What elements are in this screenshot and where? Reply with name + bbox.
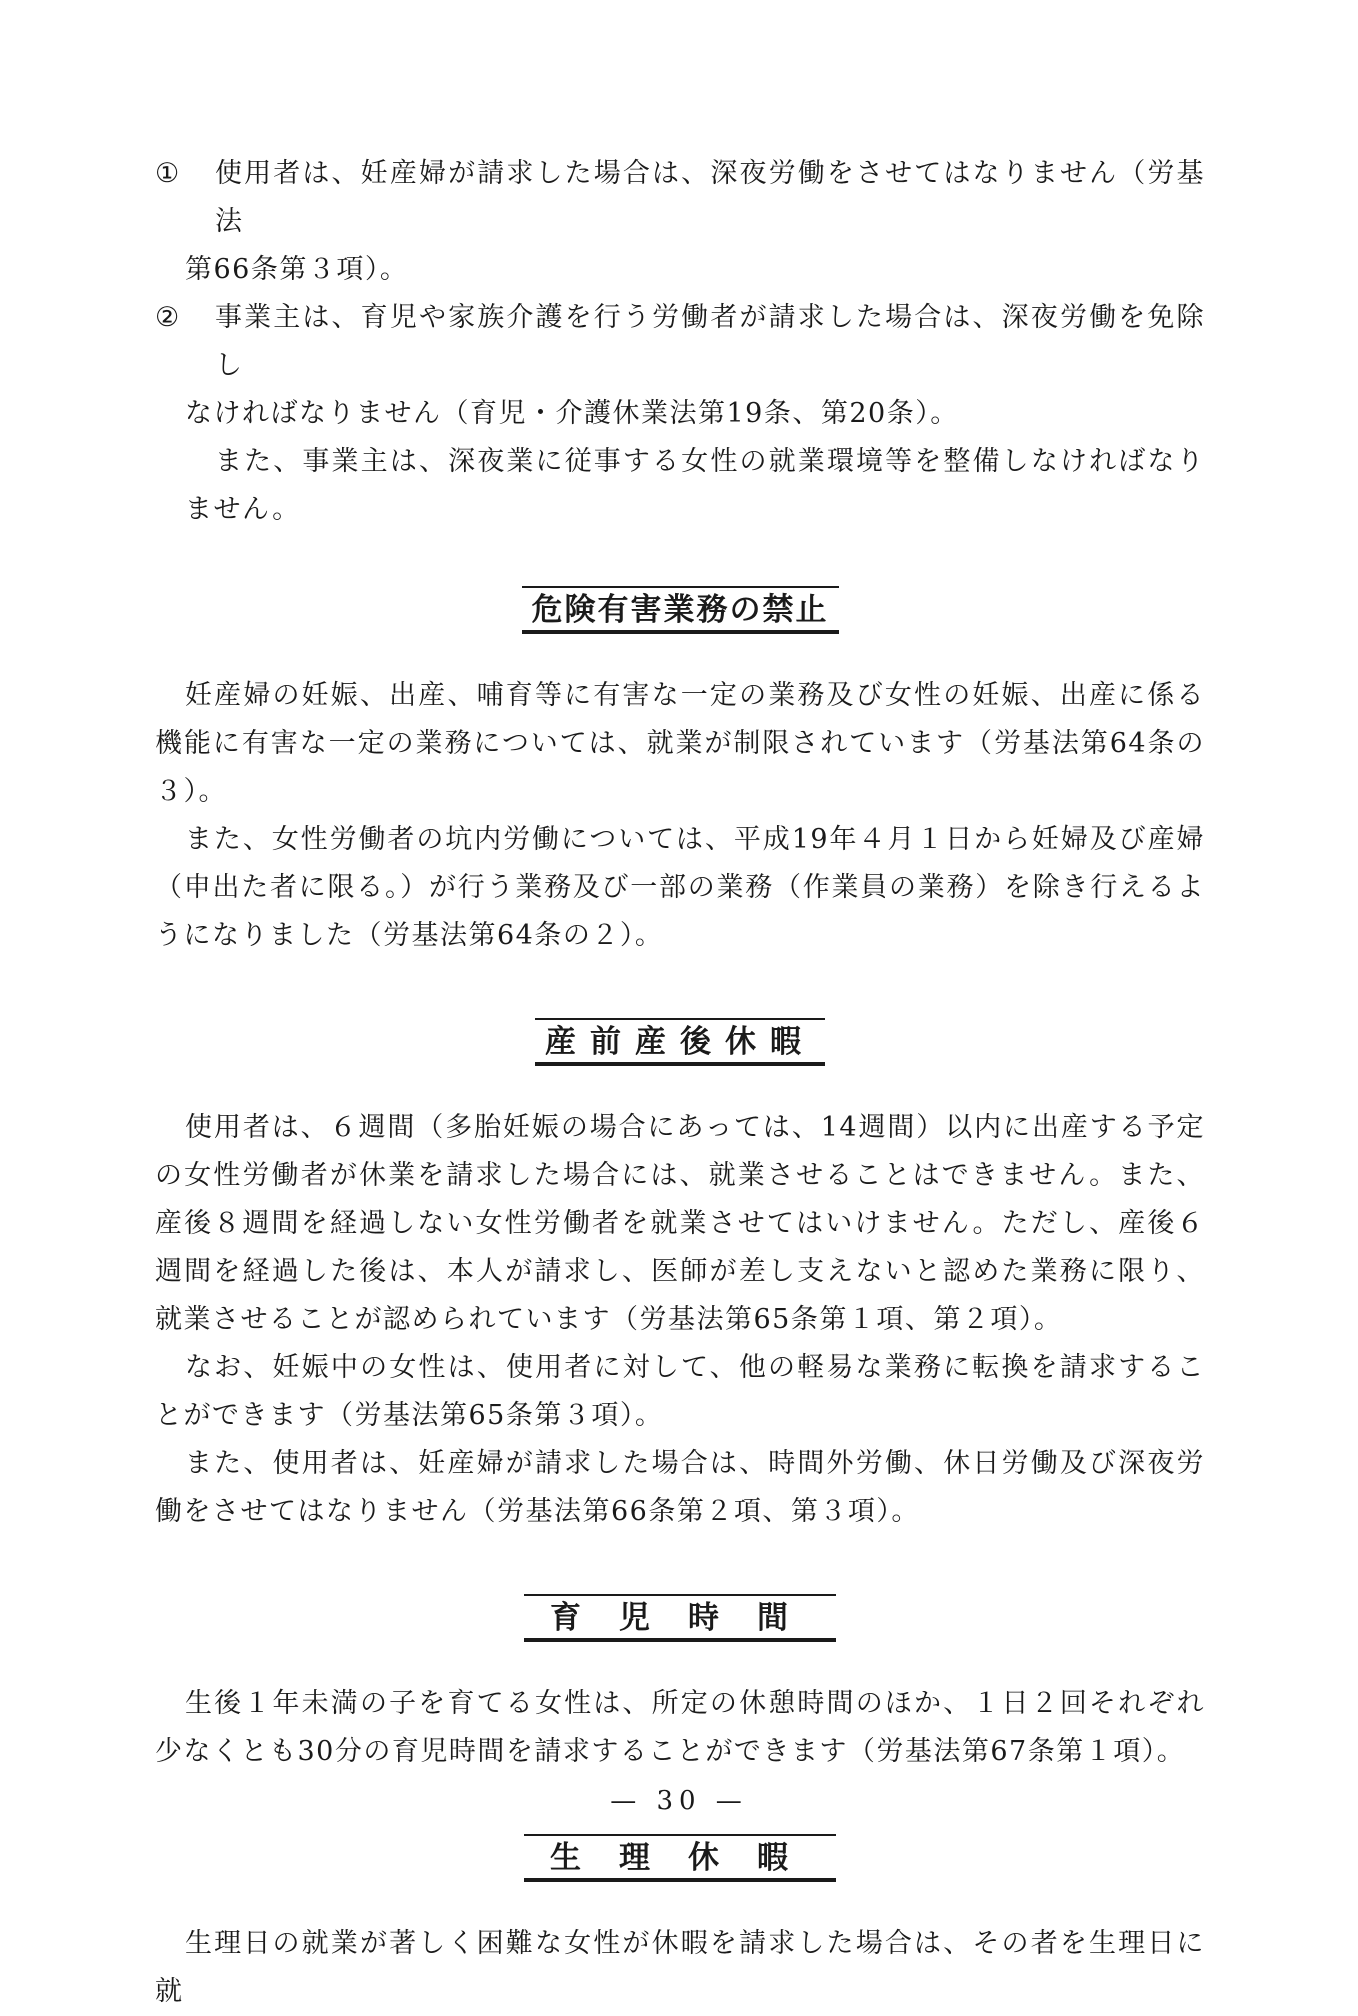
list-text-line: 事業主は、育児や家族介護を行う労働者が請求した場合は、深夜労働を免除し bbox=[215, 302, 1205, 381]
section-heading: 生理休暇 bbox=[524, 1834, 836, 1882]
page-number: — 30 — bbox=[610, 1786, 748, 1816]
list-text-line: 第66条第３項）。 bbox=[185, 254, 409, 285]
list-item-1 bbox=[155, 150, 1205, 294]
body-paragraph: 生後１年未満の子を育てる女性は、所定の休憩時間のほか、１日２回それぞれ少なくとも30分の育児時間を請求することができます（労基法第67条第１項）。 bbox=[155, 1688, 1205, 1767]
body-paragraph: なお、妊娠中の女性は、使用者に対して、他の軽易な業務に転換を請求することができます（労基法第65条第３項）。 bbox=[155, 1352, 1205, 1431]
list-text-line: 使用者は、妊産婦が請求した場合は、深夜労働をさせてはなりません（労基法 bbox=[215, 158, 1205, 237]
list-number: ① bbox=[155, 158, 181, 189]
body-paragraph: また、女性労働者の坑内労働については、平成19年４月１日から妊婦及び産婦（申出た者に限る。）が行う業務及び一部の業務（作業員の業務）を除き行えるようになりました（労基法第64条の２）。 bbox=[155, 824, 1205, 951]
body-paragraph: また、使用者は、妊産婦が請求した場合は、時間外労働、休日労働及び深夜労働をさせてはなりません（労基法第66条第２項、第３項）。 bbox=[155, 1448, 1205, 1527]
section-heading-wrap bbox=[155, 1834, 1205, 1882]
document-page bbox=[155, 150, 1205, 2016]
list-text-line: なければなりません（育児・介護休業法第19条、第20条）。 bbox=[185, 398, 959, 429]
section-heading: 育児時間 bbox=[524, 1594, 836, 1642]
body-paragraph: 使用者は、６週間（多胎妊娠の場合にあっては、14週間）以内に出産する予定の女性労働者が休業を請求した場合には、就業させることはできません。また、産後８週間を経過しない女性労働者を就業させてはいけません。ただし、産後６週間を経過した後は、本人が請求し、医師が差し支えないと認めた業務に限り、就業させることが認められています（労基法第65条第１項、第２項）。 bbox=[155, 1112, 1205, 1335]
list-number: ② bbox=[155, 302, 181, 333]
section-heading-wrap bbox=[155, 1594, 1205, 1642]
section-heading: 産前産後休暇 bbox=[535, 1018, 825, 1066]
list-item-2 bbox=[155, 294, 1205, 438]
section-heading: 危険有害業務の禁止 bbox=[522, 586, 839, 634]
section-heading-wrap bbox=[155, 586, 1205, 634]
body-paragraph: 妊産婦の妊娠、出産、哺育等に有害な一定の業務及び女性の妊娠、出産に係る機能に有害な一定の業務については、就業が制限されています（労基法第64条の３）。 bbox=[155, 680, 1205, 807]
intro-paragraph: また、事業主は、深夜業に従事する女性の就業環境等を整備しなければなりません。 bbox=[185, 446, 1205, 525]
body-paragraph: 生理日の就業が著しく困難な女性が休暇を請求した場合は、その者を生理日に就 bbox=[155, 1928, 1205, 2007]
section-heading-wrap bbox=[155, 1018, 1205, 1066]
